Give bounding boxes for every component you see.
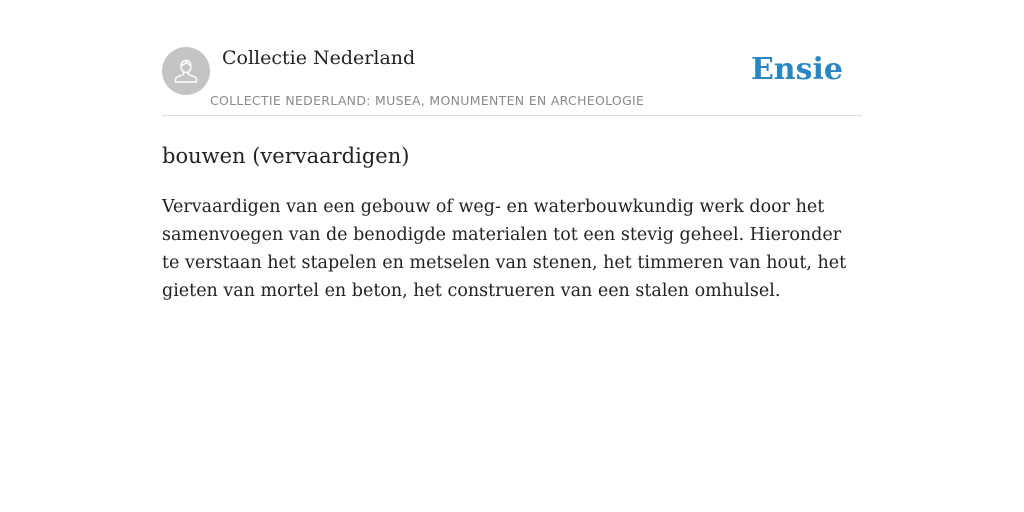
author-subtitle: COLLECTIE NEDERLAND: MUSEA, MONUMENTEN EN ARCHEOLOGIE [210,93,645,108]
definition-card [162,46,862,305]
brand-logo-link[interactable]: Ensie [750,52,843,87]
term-title: bouwen (vervaardigen) [162,144,410,168]
definition-text: Vervaardigen van een gebouw of weg- en waterbouwkundig werk door het samenvoegen van de benodigde materialen tot een stevig geheel. Hieronder te verstaan het stapelen en metselen van stenen, het timmeren van hout, het gieten van mortel en beton, het construeren van een stalen omhulsel. [162,197,847,301]
card-header [162,46,862,116]
user-outline-icon [171,56,201,86]
author-name[interactable]: Collectie Nederland [222,47,416,69]
author-avatar[interactable] [162,47,210,95]
